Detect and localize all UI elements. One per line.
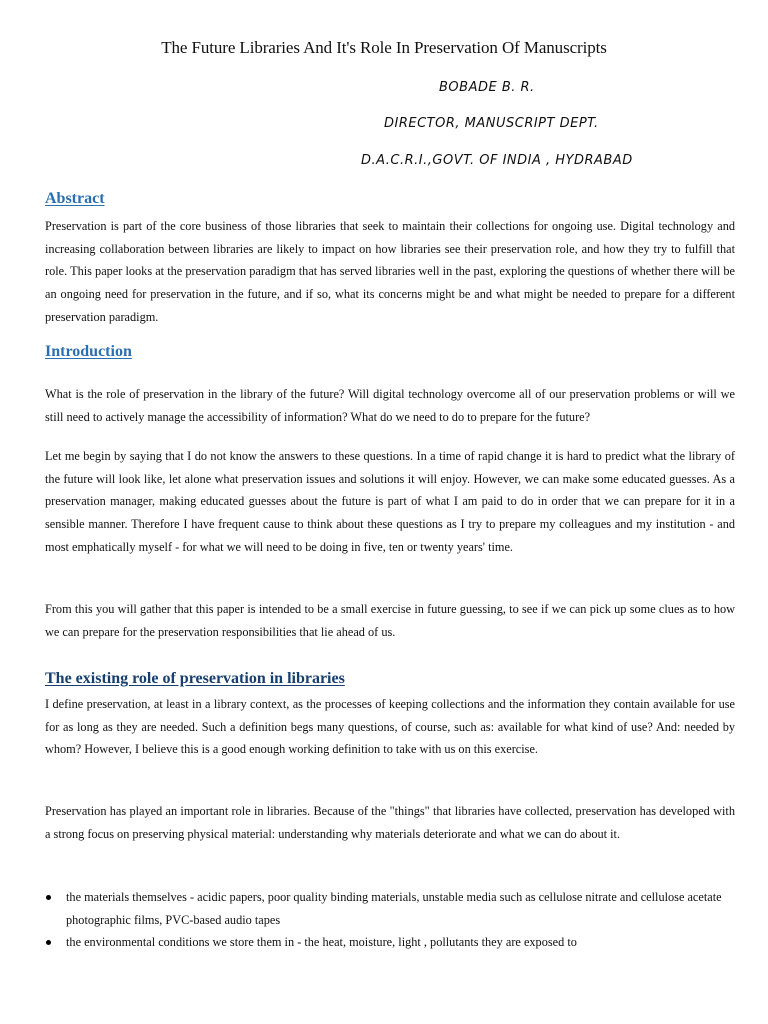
list-item: [45, 931, 735, 954]
existing-role-bullet-list: [45, 886, 735, 954]
author-name: BOBADE B. R.: [439, 80, 535, 95]
abstract-text: Preservation is part of the core business of those libraries that seek to maintain their collections for ongoing use. Digital technology and increasing collaboration between libraries are likely to impact on how libraries see their preservation role, and how they try to fulfill that role. This paper looks at the preservation paradigm that has served libraries well in the past, exploring the questions of whether there will be an ongoing need for preservation in the future, and if so, what its concerns might be and what might be needed to prepare for a different preservation paradigm.: [45, 219, 735, 324]
existing-role-heading: The existing role of preservation in libraries: [45, 670, 345, 687]
existing-role-paragraph-1: I define preservation, at least in a library context, as the processes of keeping collections and the information they contain available for use for as long as they are needed. Such a definition begs many questions, of course, such as: available for what kind of use? And: needed by whom? However, I believe this is a good enough working definition to take with us on this exercise.: [45, 697, 735, 757]
author-position: DIRECTOR, MANUSCRIPT DEPT.: [384, 116, 599, 131]
list-item: [45, 886, 735, 931]
bullet-icon: [46, 895, 51, 900]
bullet-text: the environmental conditions we store them in - the heat, moisture, light , pollutants they are exposed to: [66, 935, 577, 950]
author-affiliation: D.A.C.R.I.,GOVT. OF INDIA , HYDRABAD: [361, 153, 633, 168]
bullet-text: the materials themselves - acidic papers, poor quality binding materials, unstable media such as cellulose nitrate and cellulose acetate photographic films, PVC-based audio tapes: [66, 890, 722, 927]
document-title: The Future Libraries And It's Role In Preservation Of Manuscripts: [161, 38, 607, 57]
introduction-paragraph-1: What is the role of preservation in the library of the future? Will digital technology overcome all of our preservation problems or will we still need to actively manage the accessibility of information? What do we need to do to prepare for the future?: [45, 387, 735, 424]
introduction-paragraph-3: From this you will gather that this paper is intended to be a small exercise in future guessing, to see if we can pick up some clues as to how we can prepare for the preservation responsibilities that lie ahead of us.: [45, 602, 735, 639]
abstract-heading: Abstract: [45, 190, 105, 207]
bullet-icon: [46, 940, 51, 945]
introduction-paragraph-2: Let me begin by saying that I do not know the answers to these questions. In a time of rapid change it is hard to predict what the library of the future will look like, let alone what preservation issues and solutions it will enjoy. However, we can make some educated guesses. As a preservation manager, making educated guesses about the future is part of what I am paid to do in order that we can prepare for it in a sensible manner. Therefore I have frequent cause to think about these questions as I try to prepare my colleagues and my institution - and most emphatically myself - for what we will need to be doing in five, ten or twenty years' time.: [45, 449, 735, 554]
existing-role-paragraph-2: Preservation has played an important role in libraries. Because of the "things" that libraries have collected, preservation has developed with a strong focus on preserving physical material: understanding why materials deteriorate and what we can do about it.: [45, 804, 735, 841]
introduction-heading: Introduction: [45, 343, 132, 360]
